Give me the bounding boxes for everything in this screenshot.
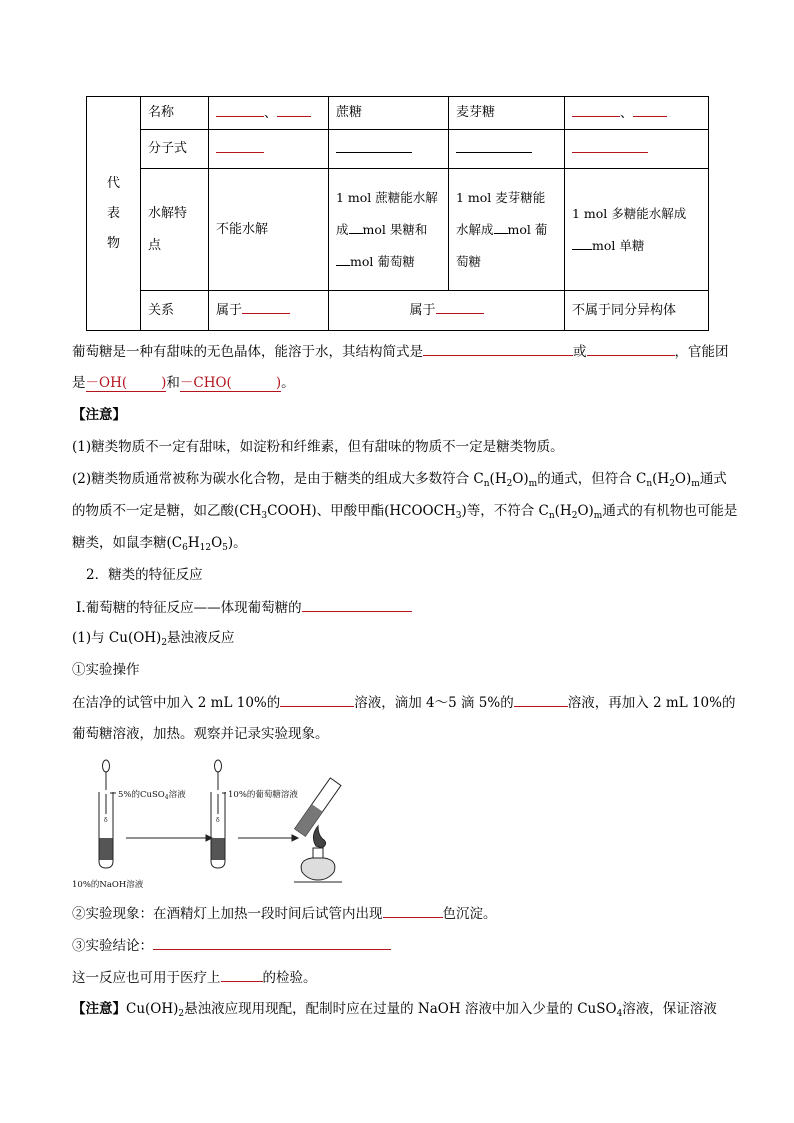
note-1: (1)糖类物质不一定有甜味，如淀粉和纤维素，但有甜味的物质不一定是糖类物质。: [72, 439, 564, 455]
name-maltose: 麦芽糖: [449, 97, 565, 130]
hydrolysis-col1: 不能水解: [209, 169, 329, 291]
last-note: 【注意】$Cu(OH)_2$悬浊液应现用现配，配制时应在过量的 NaOH 溶液中加入少量的 CuSO$_4$溶液，保证溶液: [72, 1001, 717, 1019]
test-tube-1: [99, 792, 113, 868]
name-cell-4: 、: [565, 97, 709, 130]
relation-col23: 属于: [329, 291, 565, 331]
relation-label: 关系: [141, 291, 209, 331]
note-heading: 【注意】: [72, 407, 126, 423]
name-sucrose: 蔗糖: [329, 97, 449, 130]
hydrolysis-col3: 1 mol 麦芽糖能 水解成 mol 葡 萄糖: [449, 169, 565, 291]
sub-1-heading: (1)与 $Cu(OH)_2$悬浊液反应: [72, 630, 235, 648]
svg-text:δ: δ: [104, 817, 108, 824]
operation-line1: 在洁净的试管中加入 2 mL 10%的 溶液，滴加 4～5 滴 5%的 溶液，再加入 2 mL 10%的: [72, 692, 735, 713]
medical-use: 这一反应也可用于医疗上 的检验。: [72, 967, 317, 988]
formula-blank-4: [565, 130, 709, 169]
relation-col4: 不属于同分异构体: [565, 291, 709, 331]
hydrolysis-col4: 1 mol 多糖能水解成 mol 单糖: [565, 169, 709, 291]
name-label: 名称: [141, 97, 209, 130]
formula-blank-1: [209, 130, 329, 169]
label-naoh: 10%的NaOH溶液: [72, 880, 144, 890]
hydrolysis-col2: 1 mol 蔗糖能水解 成 mol 果糖和 mol 葡萄糖: [329, 169, 449, 291]
note-2-line3: 糖类，如鼠李糖$(C_6H_{12}O_5)$。: [72, 535, 247, 553]
section-I: Ⅰ.葡萄糖的特征反应——体现葡萄糖的: [76, 597, 412, 618]
glucose-desc-line2: 是－OH( )和－CHO( )。: [72, 375, 295, 391]
step-3: ③实验结论：: [72, 935, 391, 956]
label-glucose: 10%的葡萄糖溶液: [228, 790, 298, 800]
section-2-heading: 2．糖类的特征反应: [86, 567, 203, 583]
heating-setup: [294, 778, 342, 882]
formula-blank-3: [449, 130, 565, 169]
row-group-label: 代 表 物: [87, 97, 141, 331]
hydrolysis-label: 水解特 点: [141, 169, 209, 291]
experiment-figure: [66, 756, 366, 890]
step-2: ②实验现象：在酒精灯上加热一段时间后试管内出现 色沉淀。: [72, 903, 497, 924]
formula-blank-2: [329, 130, 449, 169]
name-cell-1: 、: [209, 97, 329, 130]
label-cuso4: 5%的CuSO$_4$溶液: [118, 790, 186, 801]
relation-col1: 属于: [209, 291, 329, 331]
formula-label: 分子式: [141, 130, 209, 169]
glucose-desc-line1: 葡萄糖是一种有甜味的无色晶体，能溶于水，其结构简式是 或 ，官能团: [72, 341, 729, 362]
operation-line2: 葡萄糖溶液，加热。观察并记录实验现象。: [72, 726, 329, 742]
arrow-2: [238, 835, 298, 841]
note-2-line1: (2)糖类物质通常被称为碳水化合物，是由于糖类的组成大多数符合 $C_n(H_2O)_m$的通式，但符合 $C_n(H_2O)_m$通式: [72, 471, 727, 489]
step-1-heading: ①实验操作: [72, 662, 140, 678]
representative-table: [86, 96, 709, 331]
dropper-2: [215, 760, 222, 790]
arrow-1: [126, 835, 212, 841]
test-tube-2: [211, 792, 225, 868]
svg-text:δ: δ: [216, 817, 220, 824]
note-2-line2: 的物质不一定是糖，如乙酸$(CH_3COOH)$、甲酸甲酯$(HCOOCH_3)$等，不符合 $C_n(H_2O)_m$通式的有机物也可能是: [72, 503, 738, 521]
dropper-1: [103, 760, 110, 790]
